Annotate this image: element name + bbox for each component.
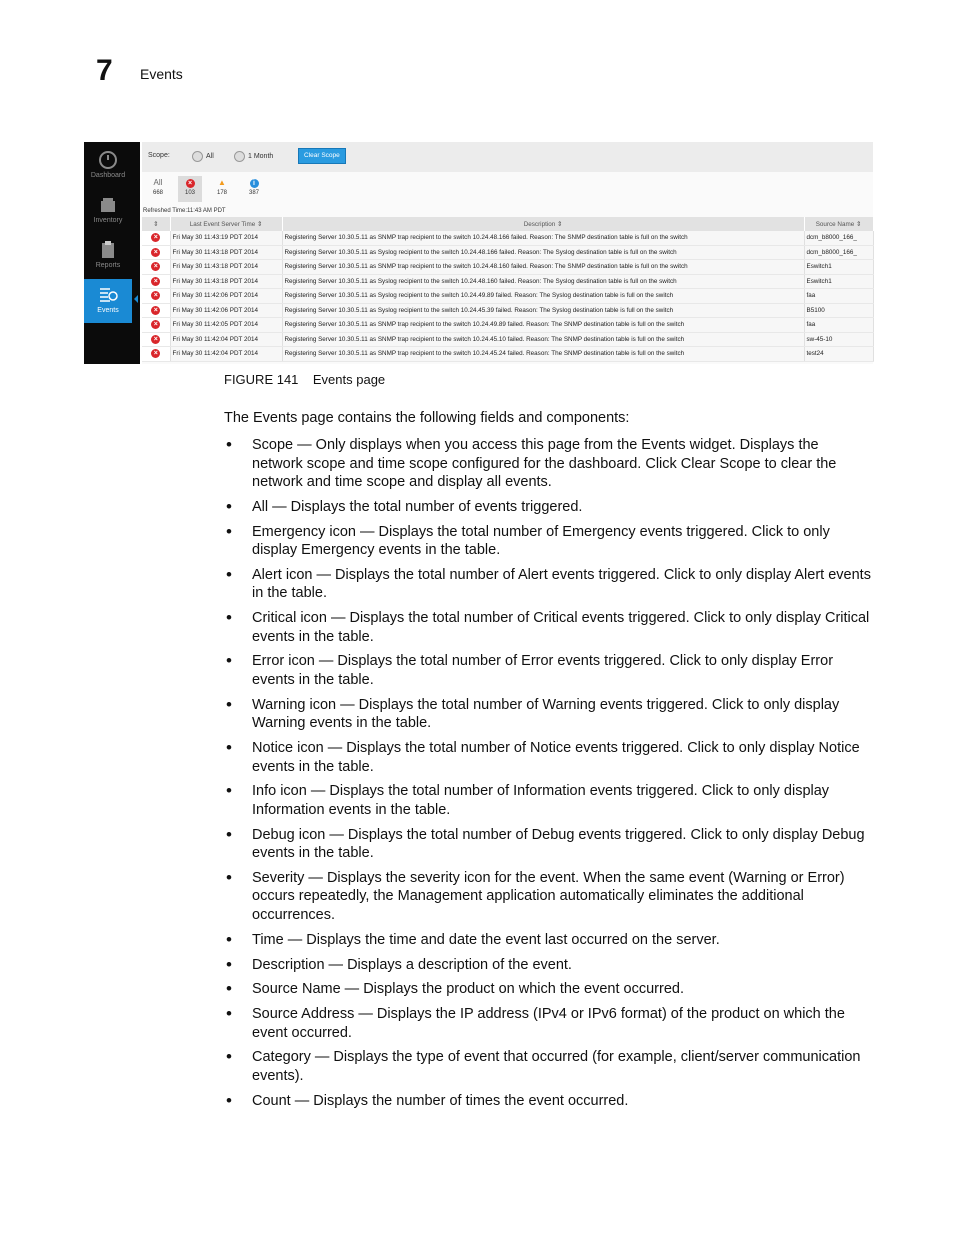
table-row[interactable] <box>142 347 873 362</box>
column-header-description[interactable]: Description ⇕ <box>282 217 804 231</box>
list-item <box>224 1092 872 1111</box>
table-row[interactable] <box>142 245 873 260</box>
severity-cell <box>142 260 170 275</box>
time-cell: Fri May 30 11:42:04 PDT 2014 <box>170 347 282 362</box>
events-panel <box>142 142 873 364</box>
scope-option-label: All <box>206 153 214 160</box>
reports-icon <box>98 240 118 260</box>
field-term: Scope <box>252 437 294 453</box>
field-term: Description <box>252 956 325 973</box>
field-text: Info icon — Displays the total number of Information events triggered. Click to only display Information events in the table. <box>252 783 830 818</box>
table-row[interactable] <box>142 303 873 318</box>
field-term: Events <box>641 437 686 453</box>
error-icon: × <box>151 233 160 242</box>
scope-option-all[interactable] <box>192 151 214 162</box>
table-row[interactable] <box>142 274 873 289</box>
field-term: Count <box>252 1092 291 1109</box>
field-term: All <box>252 498 269 515</box>
intro-paragraph: The Events page contains the following fields and components: <box>224 410 630 426</box>
count-value: 178 <box>216 190 227 196</box>
source-cell: B5100 <box>804 303 873 318</box>
description-cell: Registering Server 10.30.5.11 as SNMP trap recipient to the switch 10.24.49.89 failed. Reason: The SNMP destination table is full on the switch <box>282 318 804 333</box>
count-value: 387 <box>248 190 259 196</box>
severity-cell <box>142 289 170 304</box>
error-icon: × <box>151 349 160 358</box>
chapter-number: 7 <box>96 54 113 87</box>
field-text: Warning icon — Displays the total number of Warning events triggered. Click to only display Warning events in the table. <box>252 696 840 732</box>
nav-item-dashboard[interactable] <box>84 144 132 188</box>
list-item <box>224 696 872 733</box>
events-table <box>142 217 874 362</box>
inventory-icon <box>98 195 118 215</box>
list-item <box>224 931 872 950</box>
description-cell: Registering Server 10.30.5.11 as Syslog recipient to the switch 10.24.48.166 failed. Reason: The Syslog destination table is full on the switch <box>282 245 804 260</box>
description-cell: Registering Server 10.30.5.11 as SNMP trap recipient to the switch 10.24.48.160 failed. Reason: The SNMP destination table is full on the switch <box>282 260 804 275</box>
description-cell: Registering Server 10.30.5.11 as Syslog recipient to the switch 10.24.45.39 failed. Reason: The Syslog destination table is full on the switch <box>282 303 804 318</box>
nav-active-caret <box>134 295 138 303</box>
description-cell: Registering Server 10.30.5.11 as SNMP trap recipient to the switch 10.24.48.166 failed. Reason: The SNMP destination table is full on the switch <box>282 231 804 245</box>
field-text: widget. Displays the network scope and time scope configured for the dashboard. Click <box>252 437 819 472</box>
time-cell: Fri May 30 11:43:18 PDT 2014 <box>170 260 282 275</box>
nav-label: Reports <box>95 262 121 269</box>
count-warning[interactable] <box>210 176 234 202</box>
nav-item-events[interactable] <box>84 279 132 323</box>
list-item <box>224 1005 872 1042</box>
error-icon: × <box>178 176 202 190</box>
field-text: — Displays the number of times the event occurred. <box>290 1092 629 1109</box>
time-cell: Fri May 30 11:42:06 PDT 2014 <box>170 289 282 304</box>
error-icon: × <box>151 291 160 300</box>
list-item <box>224 652 872 689</box>
field-term: Severity <box>252 869 305 886</box>
figure-title: Events page <box>312 372 386 387</box>
figure-caption <box>224 372 385 387</box>
column-header-source[interactable]: Source Name ⇕ <box>804 217 873 231</box>
severity-cell <box>142 245 170 260</box>
source-cell: test24 <box>804 347 873 362</box>
chapter-title: Events <box>140 66 183 82</box>
table-row[interactable] <box>142 332 873 347</box>
description-cell: Registering Server 10.30.5.11 as SNMP trap recipient to the switch 10.24.45.24 failed. Reason: The SNMP destination table is full on the switch <box>282 347 804 362</box>
list-item <box>224 739 872 776</box>
time-cell: Fri May 30 11:43:19 PDT 2014 <box>170 231 282 245</box>
error-icon: × <box>151 248 160 257</box>
field-text: — Displays the product on which the event occurred. <box>340 981 684 998</box>
radio-icon <box>234 151 245 162</box>
time-cell: Fri May 30 11:42:06 PDT 2014 <box>170 303 282 318</box>
source-cell: faa <box>804 318 873 333</box>
column-header-time[interactable]: Last Event Server Time ⇕ <box>170 217 282 231</box>
table-header-row <box>142 217 873 231</box>
source-cell: faa <box>804 289 873 304</box>
nav-item-inventory[interactable] <box>84 189 132 233</box>
field-text: Debug icon — Displays the total number of Debug events triggered. Click to only display Debug events in the table. <box>252 826 865 862</box>
count-info[interactable] <box>242 176 266 202</box>
list-item <box>224 609 872 646</box>
source-cell: dcm_b8000_166_ <box>804 245 873 260</box>
figure-number: FIGURE 141 <box>224 372 299 387</box>
time-cell: Fri May 30 11:42:04 PDT 2014 <box>170 332 282 347</box>
severity-cell <box>142 274 170 289</box>
error-icon: × <box>151 306 160 315</box>
field-text: — Only displays when you access this page from the <box>293 437 642 453</box>
time-cell: Fri May 30 11:42:05 PDT 2014 <box>170 318 282 333</box>
severity-cell <box>142 332 170 347</box>
field-text: Critical icon — Displays the total number of Critical events triggered. Click to only display Critical events in the table. <box>252 610 870 645</box>
events-page-screenshot <box>84 142 873 364</box>
list-item <box>224 826 872 863</box>
error-icon: × <box>151 320 160 329</box>
info-icon: i <box>242 176 266 190</box>
scope-bar <box>142 142 873 172</box>
field-text: to clear the network and time scope and display all events. <box>252 455 837 490</box>
severity-cell <box>142 303 170 318</box>
description-cell: Registering Server 10.30.5.11 as SNMP trap recipient to the switch 10.24.45.10 failed. Reason: The SNMP destination table is full on the switch <box>282 332 804 347</box>
field-term: Source Address <box>252 1006 355 1023</box>
field-text: Alert icon — Displays the total number of Alert events triggered. Click to only display Alert events in the table. <box>252 566 871 602</box>
nav-label: Dashboard <box>90 172 126 179</box>
left-nav <box>84 142 140 364</box>
field-text: — Displays the IP address (IPv4 or IPv6 format) of the product on which the event occurred. <box>252 1006 845 1041</box>
field-text: Error icon — Displays the total number of Error events triggered. Click to only display Error events in the table. <box>252 653 834 688</box>
dashboard-icon <box>98 150 118 170</box>
table-row[interactable] <box>142 231 873 245</box>
field-text: — Displays the total number of events triggered. <box>268 498 583 515</box>
warning-icon: ▲ <box>218 178 226 187</box>
field-list <box>224 436 872 1117</box>
time-cell: Fri May 30 11:43:18 PDT 2014 <box>170 245 282 260</box>
list-item <box>224 436 872 492</box>
nav-item-reports[interactable] <box>84 234 132 278</box>
count-value: 103 <box>184 190 195 196</box>
count-value: 668 <box>152 190 163 196</box>
list-item <box>224 869 872 925</box>
description-cell: Registering Server 10.30.5.11 as Syslog recipient to the switch 10.24.48.160 failed. Reason: The Syslog destination table is full on the switch <box>282 274 804 289</box>
list-item <box>224 1048 872 1085</box>
field-term: Time <box>252 931 284 948</box>
field-text: Notice icon — Displays the total number of Notice events triggered. Click to only display Notice events in the table. <box>252 740 860 775</box>
field-term: Clear Scope <box>680 455 761 472</box>
table-row[interactable] <box>142 260 873 275</box>
source-cell: Eswitch1 <box>804 260 873 275</box>
list-item <box>224 566 872 603</box>
source-cell: dcm_b8000_166_ <box>804 231 873 245</box>
severity-cell <box>142 318 170 333</box>
error-icon: × <box>151 277 160 286</box>
field-term: Source Name <box>252 981 341 998</box>
list-item <box>224 956 872 975</box>
list-item <box>224 498 872 517</box>
source-cell: sw-45-10 <box>804 332 873 347</box>
clear-scope-button[interactable]: Clear Scope <box>298 148 346 164</box>
field-text: Emergency icon — Displays the total number of Emergency events triggered. Click to only display Emergency events in the table. <box>252 523 830 559</box>
table-row[interactable] <box>142 318 873 333</box>
error-icon: × <box>151 335 160 344</box>
time-cell: Fri May 30 11:43:18 PDT 2014 <box>170 274 282 289</box>
column-header-severity[interactable]: ⇕ <box>142 217 170 231</box>
refreshed-time: Refreshed Time:11:43 AM PDT <box>143 208 226 214</box>
field-text: — Displays the type of event that occurred (for example, client/server communication events). <box>252 1049 861 1084</box>
field-text: — Displays the time and date the event last occurred on the server. <box>283 931 720 948</box>
count-error[interactable] <box>178 176 202 202</box>
field-term: Category <box>252 1049 311 1066</box>
field-text: — Displays the severity icon for the event. When the same event (Warning or Error) occurs repeatedly, the Management application automatically eliminates the additional occurrences. <box>252 869 845 923</box>
field-text: — Displays a description of the event. <box>324 956 572 973</box>
nav-label: Events <box>97 307 119 314</box>
source-cell: Eswitch1 <box>804 274 873 289</box>
count-all[interactable] <box>146 176 170 202</box>
severity-counts <box>142 176 873 206</box>
severity-cell <box>142 347 170 362</box>
scope-label: Scope: <box>148 152 170 159</box>
all-label: All <box>153 178 163 187</box>
radio-icon <box>192 151 203 162</box>
list-item <box>224 523 872 560</box>
severity-cell <box>142 231 170 245</box>
list-item <box>224 782 872 819</box>
events-icon <box>98 285 118 305</box>
scope-option-time[interactable] <box>234 151 273 162</box>
description-cell: Registering Server 10.30.5.11 as Syslog recipient to the switch 10.24.49.89 failed. Reason: The Syslog destination table is full on the switch <box>282 289 804 304</box>
list-item <box>224 980 872 999</box>
error-icon: × <box>151 262 160 271</box>
scope-option-label: 1 Month <box>248 153 274 160</box>
nav-label: Inventory <box>93 217 123 224</box>
table-row[interactable] <box>142 289 873 304</box>
